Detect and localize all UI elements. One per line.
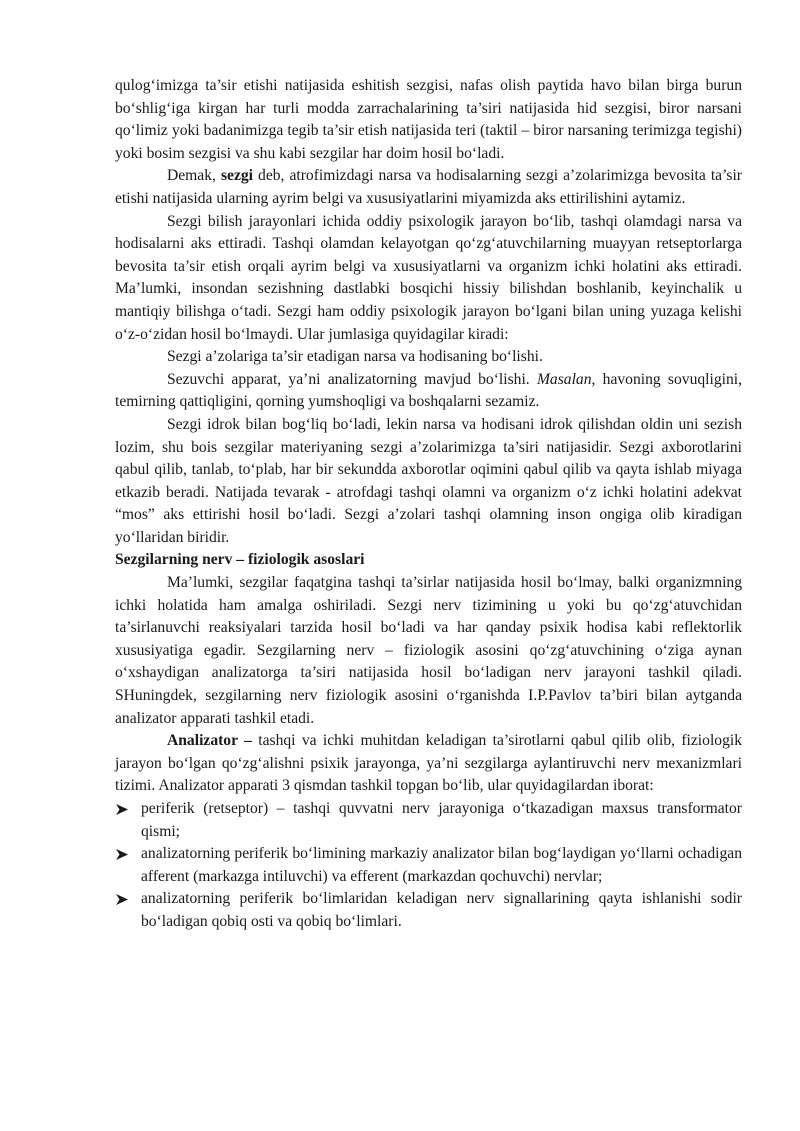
section-heading: Sezgilarning nerv – fiziologik asoslari [115, 551, 365, 569]
paragraph-5 [115, 369, 742, 414]
arrowhead-bullet-icon [115, 848, 129, 861]
analyzer-parts-list [115, 798, 742, 934]
term-sezgi: sezgi [220, 167, 253, 185]
list-item [115, 843, 742, 888]
paragraph-3: Sezgi bilish jarayonlari ichida oddiy psixologik jarayon bo‘lib, tashqi olamdagi narsa va hodisalarni aks ettiradi. Tashqi olamdan kelayotgan qo‘zg‘atuvchilarning muayyan retseptorlarga bevosita ta’sir etish orqali ayrim belgi va xususiyatlarni va organizm ichki holatini aks ettiradi. Ma’lumki, insondan sezishning dastlabki bosqichi hissiy bilishdan boshlanib, keyinchalik u mantiqiy bilishga o‘tadi. Sezgi ham oddiy psixologik jarayon bo‘lgani bilan uning yuzaga kelishi o‘z-o‘zidan hosil bo‘lmaydi. Ular jumlasiga quyidagilar kiradi: [115, 212, 742, 343]
paragraph-1: qulog‘imizga ta’sir etishi natijasida eshitish sezgisi, nafas olish paytida havo bilan birga burun bo‘shlig‘iga kirgan har turli modda zarrachalarining ta’siri natijasida hid sezgisi, biror narsani qo‘limiz yoki badanimizga tegib ta’sir etish natijasida teri (taktil – biror narsaning terimizga tegishi) yoki bosim sezgisi va shu kabi sezgilar har doim hosil bo‘ladi. [115, 77, 742, 162]
paragraph-8-rest: tashqi va ichki muhitdan keladigan ta’sirotlarni qabul qilib olib, fiziologik jarayon bo‘lgan qo‘zg‘alishni psixik jarayonga, ya’ni sezgilarga aylantiruvchi nerv mexanizmlari tizimi. Analizator apparati 3 qismdan tashkil topgan bo‘lib, ular quyidagilardan iborat: [115, 732, 742, 795]
arrowhead-bullet-icon [115, 893, 129, 906]
arrowhead-bullet-icon [115, 803, 129, 816]
paragraph-4: Sezgi a’zolariga ta’sir etadigan narsa va hodisaning bo‘lishi. [167, 348, 543, 366]
paragraph-2-rest: deb, atrofimizdagi narsa va hodisalarning sezgi a’zolarimizga bevosita ta’sir etishi natijasida ularning ayrim belgi va xususiyatlarini miyamizda aks ettirilishini aytamiz. [115, 167, 742, 207]
list-item-text: periferik (retseptor) – tashqi quvvatni nerv jarayoniga o‘tkazadigan maxsus transformator qismi; [141, 800, 742, 840]
list-item-text: analizatorning periferik bo‘limlaridan keladigan nerv signallarining qayta ishlanishi sodir bo‘ladigan qobiq osti va qobiq bo‘limlari. [141, 890, 742, 930]
paragraph-8 [115, 730, 742, 798]
paragraph-5-rest: , havoning sovuqligini, temirning qattiqligini, qorning yumshoqligi va boshqalarni sezamiz. [115, 370, 743, 411]
list-item [115, 798, 742, 843]
document-page [115, 75, 742, 934]
term-masalan: Masalan [536, 370, 592, 388]
paragraph-7: Ma’lumki, sezgilar faqatgina tashqi ta’sirlar natijasida hosil bo‘lmay, balki organizmning ichki holatida ham amalga oshiriladi. Sezgi nerv tizimining u yoki bu qo‘zg‘atuvchidan ta’sirlanuvchi reaksiyalari tarzida hosil bo‘ladi va har qanday psixik hodisa kabi reflektorlik xususiyatiga egadir. Sezgilarning nerv – fiziologik asosini qo‘zg‘atuvchining o‘ziga aynan o‘xshaydigan analizatorga ta’siri natijasida hosil bo‘ladigan nerv jarayoni tashkil qiladi. SHuningdek, sezgilarning nerv fiziologik asosini o‘rganishda I.P.Pavlov ta’biri bilan aytganda analizator apparati tashkil etadi. [115, 574, 742, 727]
paragraph-2 [115, 165, 742, 210]
paragraph-6: Sezgi idrok bilan bog‘liq bo‘ladi, lekin narsa va hodisani idrok qilishdan oldin uni sezish lozim, shu bois sezgilar materiyaning sezgi a’zolarimizga ta’siri natijasidir. Sezgi axborotlarini qabul qilib, tanlab, to‘plab, har bir sekundda axborotlar oqimini qabul qilib va qayta ishlab miyaga etkazib beradi. Natijada tevarak - atrofdagi tashqi olamni va organizm o‘z ichki holatini adekvat “mos” aks ettirishi hosil bo‘ladi. Sezgi a’zolari tashqi olamning inson ongiga olib kiradigan yo‘llaridan biridir. [115, 415, 742, 546]
paragraph-2-lead: Demak, [167, 167, 221, 185]
list-item-text: analizatorning periferik bo‘limining markaziy analizator bilan bog‘laydigan yo‘llarni ochadigan afferent (markazga intiluvchi) va efferent (markazdan qochuvchi) nervlar; [141, 845, 742, 885]
list-item [115, 888, 742, 933]
term-analizator: Analizator – [167, 732, 252, 750]
paragraph-5-lead: Sezuvchi apparat, ya’ni analizatorning mavjud bo‘lishi. [167, 370, 537, 388]
